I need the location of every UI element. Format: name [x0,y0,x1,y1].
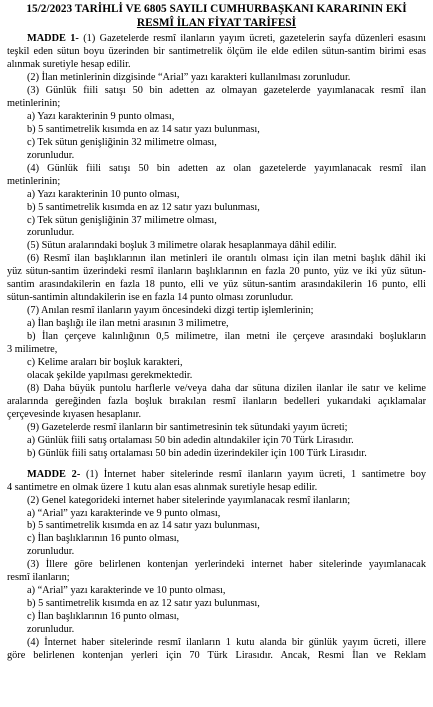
line-text: b) İlan çerçeve kalınlığının 0,5 milimetre, ilan metni ile çerçeve arasındaki boşlukların [27,331,426,343]
text-line [7,448,426,461]
document-body [7,33,426,663]
text-line [7,59,426,72]
line-text: b) 5 santimetrelik kısımda en az 14 satır yazı bulunması, [27,123,260,135]
line-text: (8) Daha büyük puntolu harflerle ve/veya daha dar sütuna dizilen ilanlar ile satır ve kelime [27,382,426,394]
line-text: b) 5 santimetrelik kısımda en az 12 satır yazı bulunması, [27,598,260,610]
line-text: zorunludur. [27,624,75,636]
text-line [7,482,426,495]
text-line [7,624,426,637]
line-text: (4) Günlük fiili satışı 50 bin adetten az olan gazetelerde yayımlanacak resmî ilan [27,162,426,174]
text-line [7,650,426,663]
text-line [7,495,426,508]
line-text: a) Yazı karakterinin 10 punto olması, [27,188,180,200]
line-text: a) Yazı karakterinin 9 punto olması, [27,110,175,122]
text-line [7,637,426,650]
paragraph-gap [7,461,426,469]
text-line [7,383,426,396]
text-line [7,422,426,435]
text-line [7,202,426,215]
text-line [7,396,426,409]
article-number: MADDE 1- [27,33,79,45]
line-text: b) Günlük fiili satış ortalaması 50 bin adedin üzerindekiler için 100 Türk Lirasıdır. [27,447,367,459]
text-line [7,240,426,253]
line-text: (7) Anılan resmî ilanların yayım öncesindeki dizgi tertip işlemlerinin; [27,305,314,317]
text-line [7,409,426,422]
text-line [7,559,426,572]
line-text: a) Günlük fiili satış ortalaması 50 bin adedin altındakiler için 70 Türk Lirasıdır. [27,434,354,446]
line-text: (2) Genel kategorideki internet haber sitelerinde yayımlanacak resmî ilanların; [27,494,351,506]
text-line [7,137,426,150]
text-line [7,585,426,598]
line-text: a) “Arial” yazı karakterinde ve 9 punto olması, [27,507,221,519]
line-text: teşkil eden sütun boyu üzerinden bir santimetrelik ölçüm ile elde edilen sütun-santim birimi esas [7,46,426,58]
line-text: resmî ilanların; [7,572,70,584]
line-text: sütun-santimin altındakilerin ise en fazla 14 punto olması zorunludur. [7,292,294,304]
text-line [7,546,426,559]
line-text: b) 5 santimetrelik kısımda en az 12 satır yazı bulunması, [27,201,260,213]
text-line [7,72,426,85]
line-text: alınmak suretiyle hesap edilir. [7,59,131,71]
text-line [7,266,426,279]
text-line [7,598,426,611]
line-text: c) İlan başlıklarının 16 punto olması, [27,611,180,623]
text-line [7,370,426,383]
text-line [7,357,426,370]
text-line [7,520,426,533]
line-text: c) Tek sütun genişliğinin 32 milimetre olması, [27,136,217,148]
text-line [7,98,426,111]
line-text: göre belirlenen kontenjan yerleri için 70 Türk Lirasıdır. Ancak, Resmi İlan ve Reklam [7,649,426,661]
line-text: zorunludur. [27,149,75,161]
article-heading-line [7,469,426,482]
line-text: aralarında gereğinden fazla boşluk bırakılan resmî ilanların bedelleri yukarıdaki açıklamalar [7,395,426,407]
line-text: zorunludur. [27,546,75,558]
line-text: (6) Resmî ilan başlıklarının ilan metinleri ile orantılı olması için ilan metni başlık dâhil iki [27,253,426,265]
line-text: (5) Sütun aralarındaki boşluk 3 milimetre olarak hesaplanmaya dâhil edilir. [27,240,337,252]
line-text: c) İlan başlıklarının 16 punto olması, [27,533,180,545]
line-text: (2) İlan metinlerinin dizgisinde “Arial” yazı karakteri kullanılması zorunludur. [27,72,351,84]
line-text: c) Tek sütun genişliğinin 37 milimetre olması, [27,214,217,226]
document-subtitle: RESMÎ İLAN FİYAT TARİFESİ [136,16,297,29]
line-text: a) “Arial” yazı karakterinde ve 10 punto olması, [27,585,226,597]
line-text: b) 5 santimetrelik kısımda en az 14 satır yazı bulunması, [27,520,260,532]
text-line [7,572,426,585]
line-text: metinlerinin; [7,97,61,109]
line-text: (1) Gazetelerde resmî ilanların yayım ücreti, gazetelerin sayfa düzenleri esasını [78,33,426,45]
text-line [7,215,426,228]
line-text: (4) İnternet haber sitelerinde resmî ilanların 1 kutu alanda bir günlük yayım ücreti, illere [27,637,426,649]
line-text: a) İlan başlığı ile ilan metni arasının 3 milimetre, [27,318,229,330]
line-text: (3) Günlük fiili satışı 50 bin adetten az olmayan gazetelerde yayımlanacak resmî ilan [27,85,426,96]
text-line [7,46,426,59]
text-line [7,435,426,448]
line-text: metinlerinin; [7,175,61,187]
text-line [7,508,426,521]
text-line [7,85,426,98]
text-line [7,253,426,266]
text-line [7,163,426,176]
line-text: (3) İllere göre belirlenen kontenjan yerlerindeki internet haber sitelerinde yayımlanacak [27,559,426,571]
line-text: çerçevesinde kıyasen hesaplanır. [7,408,142,420]
text-line [7,150,426,163]
line-text: (1) İnternet haber sitelerinde resmî ilanların yayım ücreti, 1 santimetre boy [80,468,426,480]
text-line [7,189,426,202]
text-line [7,331,426,344]
text-line [7,227,426,240]
line-text: c) Kelime araları bir boşluk karakteri, [27,357,183,369]
line-text: (9) Gazetelerde resmî ilanların bir santimetresinin tek sütundaki yayım ücreti; [27,421,348,433]
text-line [7,292,426,305]
text-line [7,344,426,357]
text-line [7,611,426,624]
text-line [7,124,426,137]
line-text: olacak şekilde yapılması gerekmektedir. [27,369,193,381]
line-text: 3 milimetre, [7,344,58,356]
line-text: 4 santimetre en olmak üzere 1 kutu alan esas alınmak suretiyle hesap edilir. [7,481,318,493]
line-text: santim arasındakilerin en fazla 18 punto, elli ve yüz sütun-santim arasındakilerin 16 punto, elli [7,279,426,291]
text-line [7,176,426,189]
text-line [7,279,426,292]
text-line [7,318,426,331]
article-number: MADDE 2- [27,468,81,480]
article-heading-line [7,33,426,46]
text-line [7,305,426,318]
line-text: yüz sütun-santim üzerindeki resmî ilanların başlıklarının en fazla 20 punto, yüz ve iki yüz sütun- [7,266,426,278]
text-line [7,111,426,124]
text-line [7,533,426,546]
line-text: zorunludur. [27,227,75,239]
document-title: 15/2/2023 TARİHLİ VE 6805 SAYILI CUMHURBAŞKANI KARARININ EKİ [26,3,407,15]
